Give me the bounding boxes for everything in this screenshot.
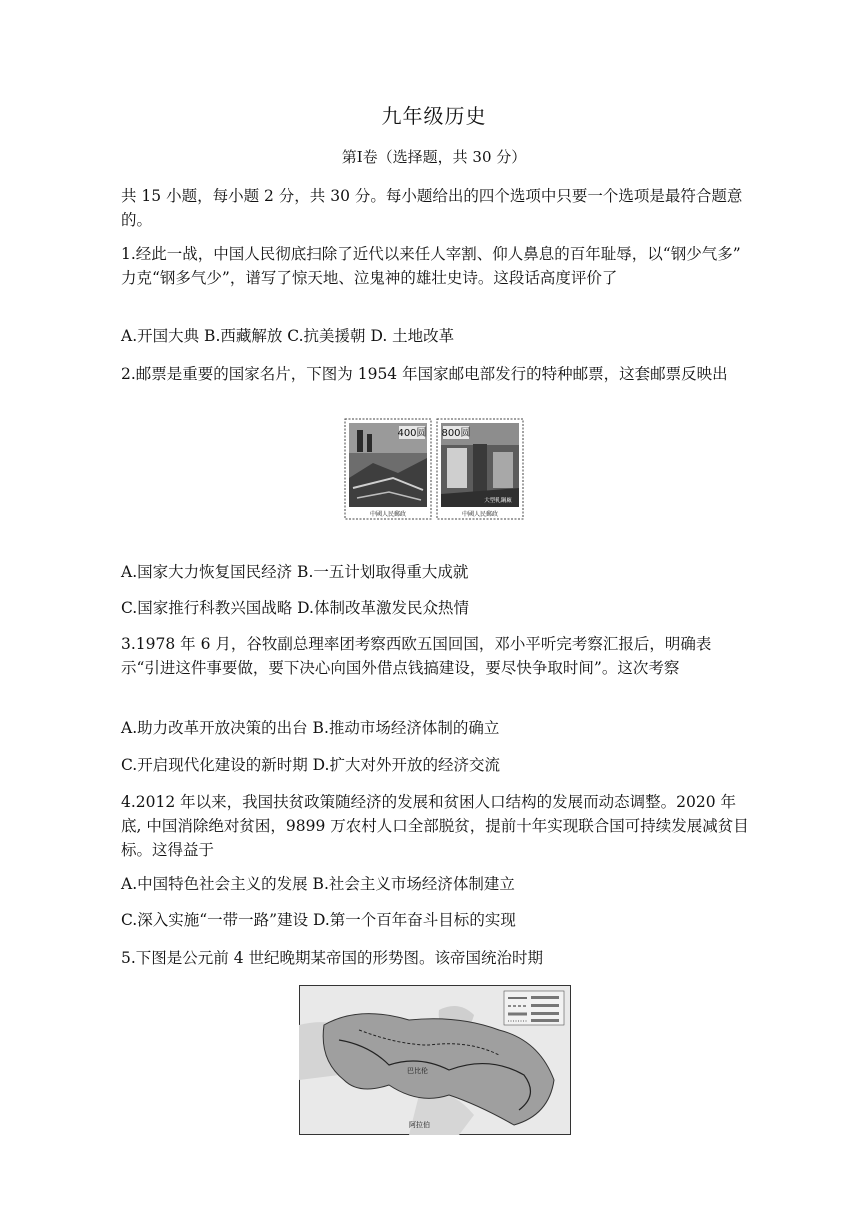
question-5-stem: 5.下图是公元前 4 世纪晚期某帝国的形势图。该帝国统治时期 [121,949,544,967]
map-label-arabia: 阿拉伯 [409,1121,430,1129]
question-3-options-ab: A.助力改革开放决策的出台 B.推动市场经济体制的确立 [121,719,500,737]
question-2-options-ab: A.国家大力恢复国民经济 B.一五计划取得重大成就 [121,563,469,581]
question-2-stem: 2.邮票是重要的国家名片，下图为 1954 年国家邮电部发行的特种邮票，这套邮票反映出 [121,365,728,383]
question-4-stem: 4.2012 年以来，我国扶贫政策随经济的发展和贫困人口结构的发展而动态调整。2020 年底, 中国消除绝对贫困，9899 万农村人口全部脱贫，提前十年实现联合国可持续发展减贫目标。这得益于 [121,793,749,859]
question-3-stem: 3.1978 年 6 月，谷牧副总理率团考察西欧五国回国，邓小平听完考察汇报后，明确表示“引进这件事要做，要下决心向国外借点钱搞建设，要尽快争取时间”。这次考察 [121,635,712,677]
stamp-left-country: 中國人民郵政 [369,511,407,518]
map-label-babylon: 巴比伦 [407,1067,428,1075]
stamp-right-value: 800圆 [441,428,471,439]
question-4-options-cd: C.深入实施“一带一路”建设 D.第一个百年奋斗目标的实现 [121,911,516,929]
stamp-right [437,419,523,519]
page-title: 九年级历史 [381,104,487,128]
question-3-options-cd: C.开启现代化建设的新时期 D.扩大对外开放的经济交流 [121,756,500,774]
stamp-right-country: 中國人民郵政 [461,511,499,518]
empire-map-image [299,985,571,1135]
question-2-options-cd: C.国家推行科教兴国战略 D.体制改革激发民众热情 [121,599,469,617]
stamp-right-caption: 大型軋鋼廠 [484,498,512,504]
instructions-text: 共 15 小题，每小题 2 分，共 30 分。每小题给出的四个选项中只要一个选项是最符合题意的。 [121,187,743,229]
stamp-left-value: 400圆 [397,428,427,439]
question-1-options: A.开国大典 B.西藏解放 C.抗美援朝 D. 土地改革 [121,327,455,345]
question-4-options-ab: A.中国特色社会主义的发展 B.社会主义市场经济体制建立 [121,875,515,893]
section-heading: 第Ⅰ卷（选择题，共 30 分） [341,148,527,166]
stamp-image [343,418,525,520]
stamp-left [345,419,431,519]
stamp-set-illustration [343,418,525,520]
empire-map-illustration [299,985,571,1135]
question-1-stem: 1.经此一战，中国人民彻底扫除了近代以来任人宰割、仰人鼻息的百年耻辱，以“钢少气多” 力克“钢多气少”，谱写了惊天地、泣鬼神的雄壮史诗。这段话高度评价了 [121,245,741,287]
